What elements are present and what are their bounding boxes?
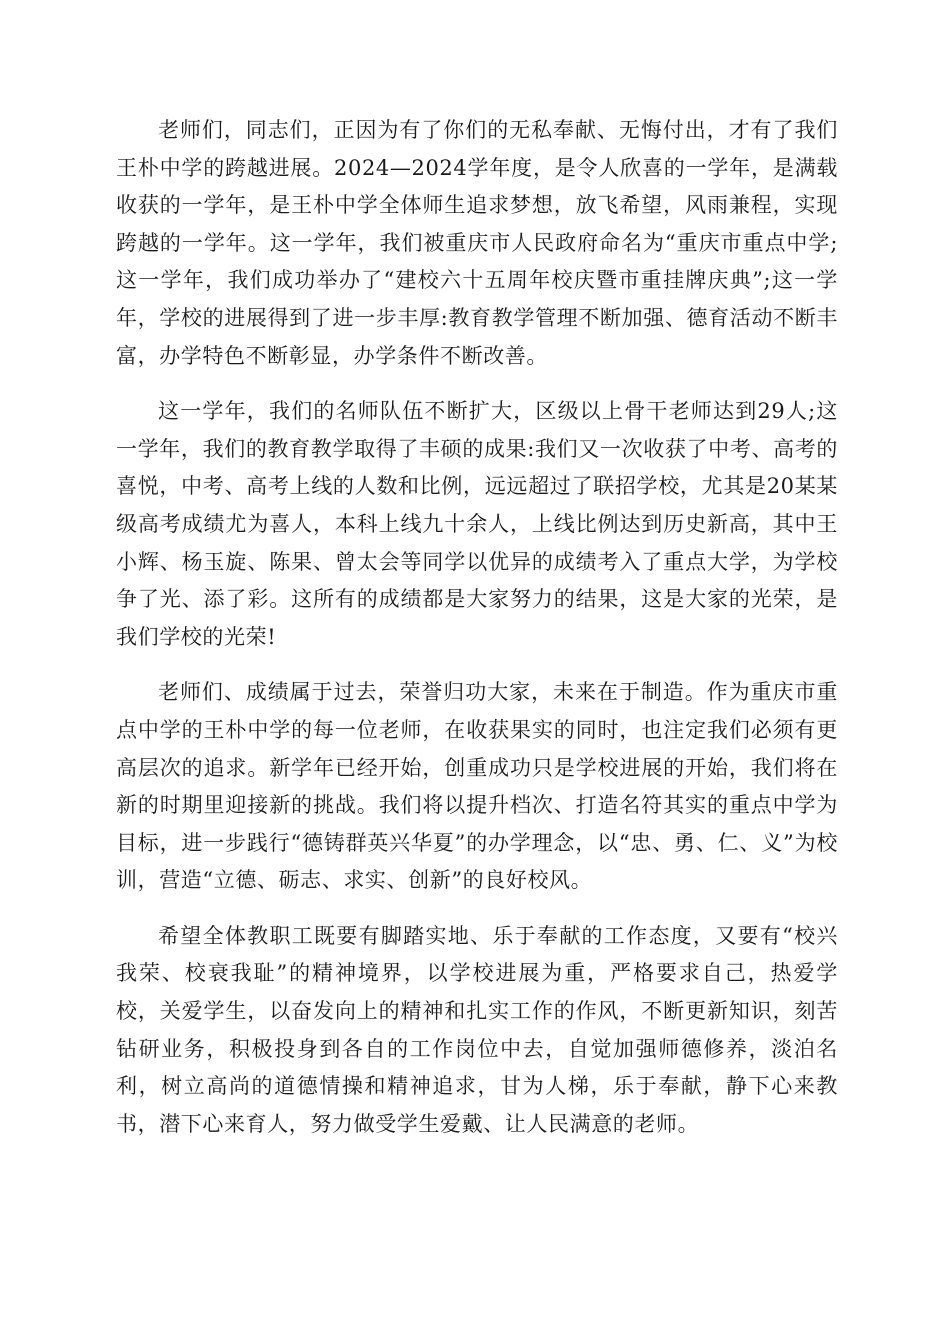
document-body xyxy=(116,112,838,1161)
paragraph-2: 这一学年，我们的名师队伍不断扩大，区级以上骨干老师达到29人;这一学年，我们的教育教学取得了丰硕的成果:我们又一次收获了中考、高考的喜悦，中考、高考上线的人数和比例，远远超过了联招学校，尤其是20某某级高考成绩尤为喜人，本科上线九十余人，上线比例达到历史新高，其中王小辉、杨玉旋、陈果、曾太会等同学以优异的成绩考入了重点大学，为学校争了光、添了彩。这所有的成绩都是大家努力的结果，这是大家的光荣，是我们学校的光荣! xyxy=(116,399,838,649)
paragraph-3: 老师们、成绩属于过去，荣誉归功大家，未来在于制造。作为重庆市重点中学的王朴中学的每一位老师，在收获果实的同时，也注定我们必须有更高层次的追求。新学年已经开始，创重成功只是学校进展的开始，我们将在新的时期里迎接新的挑战。我们将以提升档次、打造名符其实的重点中学为目标，进一步践行“德铸群英兴华夏”的办学理念，以“忠、勇、仁、义”为校训，营造“立德、砺志、求实、创新”的良好校风。 xyxy=(116,680,838,893)
paragraph-4: 希望全体教职工既要有脚踏实地、乐于奉献的工作态度，又要有“校兴我荣、校衰我耻”的精神境界，以学校进展为重，严格要求自己，热爱学校，关爱学生，以奋发向上的精神和扎实工作的作风，不断更新知识，刻苦钻研业务，积极投身到各自的工作岗位中去，自觉加强师德修养，淡泊名利，树立高尚的道德情操和精神追求，甘为人梯，乐于奉献，静下心来教书，潜下心来育人，努力做受学生爱戴、让人民满意的老师。 xyxy=(116,923,838,1136)
paragraph-1: 老师们，同志们，正因为有了你们的无私奉献、无悔付出，才有了我们王朴中学的跨越进展。2024—2024学年度，是令人欣喜的一学年，是满载收获的一学年，是王朴中学全体师生追求梦想，放飞希望，风雨兼程，实现跨越的一学年。这一学年，我们被重庆市人民政府命名为“重庆市重点中学;这一学年，我们成功举办了“建校六十五周年校庆暨市重挂牌庆典”;这一学年，学校的进展得到了进一步丰厚:教育教学管理不断加强、德育活动不断丰富，办学特色不断彰显，办学条件不断改善。 xyxy=(116,118,838,368)
